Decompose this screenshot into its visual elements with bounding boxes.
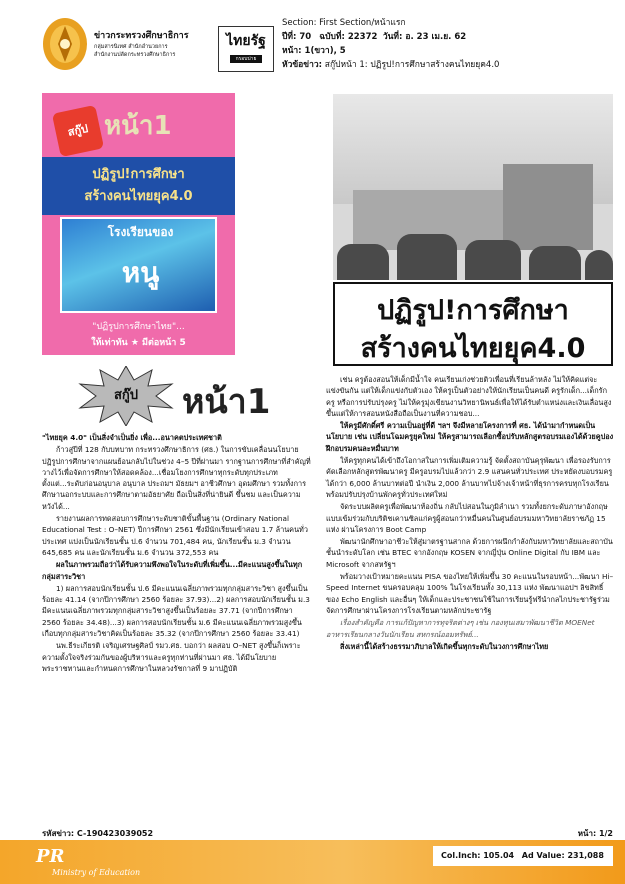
pr-logo: PR xyxy=(36,846,65,867)
headline-label: หัวข้อข่าว: xyxy=(282,60,323,70)
promo-quote: "ปฏิรูปการศึกษาไทย"... xyxy=(92,322,185,332)
article-paragraph-italic: เรื่องสำคัญคือ การแก้ปัญหาการทุจริตต่างๆ เช่น กองทุนเสมาพัฒนาชีวิต MOENet อาหารเรียนกลางวันนักเรียน สหกรณ์ออมทรัพย์... xyxy=(326,618,595,639)
promo-footer: ให้เท่าทัน ★ มีต่อหน้า 5 xyxy=(91,338,186,348)
scoop-banner xyxy=(78,366,318,426)
promo-box xyxy=(42,93,235,355)
year-label: ปีที่: 70 xyxy=(282,32,312,42)
ad-value-box xyxy=(433,846,613,866)
article-subhead: ผลในภาพรวมถือว่าได้รับความพึงพอใจในระดับที่เพิ่มขึ้น...มีคะแนนสูงขึ้นในทุกกลุ่มสาระวิชา xyxy=(42,560,303,581)
headline-text: สกู๊ปหน้า 1: ปฏิรูป!การศึกษาสร้างคนไทยยุค4.0 xyxy=(324,60,500,70)
article-paragraph: เช่น ครูต้องสอนให้เด็กมีน้ำใจ คนเรียนเก่งช่วยติวเพื่อนที่เรียนล้าหลัง ไม่ให้คิดแต่จะแข่งขันกัน แต่ให้เด็กแข่งกับตัวเอง ให้ครูเป็นตัวอย่างให้นักเรียนเป็นคนดี ครูรักเด็ก...เด็กรักครู หรือการปรับปรุงครู ไม่ให้ครูมุ่งเขียนงานวิทยานิพนธ์เพื่อให้ได้รับตำแหน่งและเงินเลื่อนสูงขึ้นแต่ให้การสอนหนังสือถือเป็นงานที่ความชอบ... xyxy=(326,375,612,418)
ministry-block xyxy=(94,30,224,59)
article-paragraph-bold: สิ่งเหล่านี้ได้สร้างธรรมาภิบาลให้เกิดขึ้นทุกระดับในวงการศึกษาไทย xyxy=(340,641,549,651)
ministry-name: ข่าวกระทรวงศึกษาธิการ xyxy=(94,31,189,41)
promo-photo xyxy=(60,217,217,313)
photo-person xyxy=(465,240,521,280)
promo-headline-line2: สร้างคนไทยยุค4.0 xyxy=(84,189,193,204)
article-right-column xyxy=(326,374,614,653)
ad-value: Ad Value: 231,088 xyxy=(521,851,604,860)
ministry-office: สำนักงานปลัดกระทรวงศึกษาธิการ xyxy=(94,52,176,58)
news-code: รหัสข่าว: C-190423039052 xyxy=(42,829,154,838)
photo-person xyxy=(529,246,581,280)
pr-subtitle: Ministry of Education xyxy=(52,868,141,877)
photo-building-tower xyxy=(503,164,593,250)
promo-photo-caption: โรงเรียนของ xyxy=(107,225,174,239)
article-paragraph: จัดระบบผลิตครูเพื่อพัฒนาท้องถิ่น กลับไปสอนในภูมิลำเนา รวมทั้งยกระดับภาษาอังกฤษแบบเข้มร่วมกับบริติชเคานซิลแก่ครูผู้สอนกว่าหมื่นคนในศูนย์อบรมมหาวิทยาลัยราชภัฏ 15 แห่ง ผ่านโครงการ Boot Camp xyxy=(326,502,608,534)
article-lead: "ไทยยุค 4.0" เป็นสิ่งจำเป็นยิ่ง เพื่อ...อนาคตประเทศชาติ xyxy=(42,433,222,442)
photo-person xyxy=(585,250,613,280)
clipping-code-row xyxy=(42,827,613,839)
article-paragraph: ให้ครูทุกคนได้เข้าถึงโอกาสในการเพิ่มเติมความรู้ จัดตั้งสถาบันคุรุพัฒนา เพื่อรองรับการคัดเลือกหลักสูตรพัฒนาครู มีครูอบรมไปแล้วกว่า 2.9 แสนคนทั่วประเทศ ประหยัดงบอบรมครูได้กว่า 6,000 ล้านบาทต่อปี นำเงิน 2,000 ล้านบาทไปจ้างเจ้าหน้าที่ธุรการครบทุกโรงเรียน พร้อมปรับปรุงบ้านพักครูทั่วประเทศใหม่ xyxy=(326,456,613,499)
page-ref: หน้า: 1(ขวา), 5 xyxy=(282,46,346,56)
photo-person xyxy=(397,234,457,280)
photo-person xyxy=(337,244,389,280)
article-headline xyxy=(333,282,613,366)
scoop-label: สกู๊ป xyxy=(113,388,139,403)
page-count: หน้า: 1/2 xyxy=(577,829,613,838)
ministry-seal-icon xyxy=(40,14,90,72)
col-inch: Col.Inch: 105.04 xyxy=(441,851,515,860)
newspaper-logo xyxy=(218,26,274,72)
clipping-header xyxy=(0,0,625,92)
article-paragraph-bold: ให้ครูมีศักดิ์ศรี ความเป็นอยู่ที่ดี ฯลฯ จึงมีหลายโครงการที่ ศธ. ได้นำมากำหนดเป็นนโยบาย เช่น เปลี่ยนโฉมครูยุคใหม่ ให้ครูสามารถเลือกซื้อปรับหลักสูตรอบรมเองได้ด้วยคูปองฝึกอบรมคนละหมื่นบาท xyxy=(326,421,614,453)
article-paragraph: พัฒนานักศึกษาอาชีวะให้สู่มาตรฐานสากล ด้วยการผนึกกำลังกับมหาวิทยาลัยและสถาบันชั้นนำระดับโลก เช่น BTEC จากอังกฤษ KOSEN จากญี่ปุ่น Online Digital กับ IBM และ Microsoft จากสหรัฐฯ xyxy=(326,537,613,569)
headline-line xyxy=(282,58,612,72)
promo-headline-line1: ปฏิรูป!การศึกษา xyxy=(92,167,185,182)
newspaper-name: ไทยรัฐ xyxy=(226,33,266,49)
promo-photo-word: หนู xyxy=(121,256,160,289)
article-paragraph: 1) ผลการสอบนักเรียนชั้น ป.6 มีคะแนนเฉลี่ยภาพรวมทุกกลุ่มสาระวิชา สูงขึ้นเป็นร้อยละ 41.14 (จากปีการศึกษา 2560 ร้อยละ 37.93)...2) ผลการสอบนักเรียนชั้น ม.3 มีคะแนนเฉลี่ยภาพรวมทุกกลุ่มสาระวิชาสูงขึ้นเป็นร้อยละ 37.71 (จากปีการศึกษา 2560 ร้อยละ 34.48)...3) ผลการสอบนักเรียนชั้น ม.6 มีคะแนนเฉลี่ยภาพรวมสูงขึ้นเกือบทุกกลุ่มสาระวิชาคิดเป็นร้อยละ 35.32 (จากปีการศึกษา 2560 ร้อยละ 33.41) xyxy=(42,583,310,639)
page-line xyxy=(282,44,612,58)
ministry-division: กลุ่มสารนิเทศ สำนักอำนวยการ xyxy=(94,44,168,50)
section-line: Section: First Section/หน้าแรก xyxy=(282,18,406,28)
issue-number: ฉบับที่: 22372 xyxy=(319,32,378,42)
article-paragraph: นพ.ธีระเกียรติ เจริญเศรษฐศิลป์ รมว.ศธ. บอกว่า ผลสอบ O–NET สูงขึ้นก็เพราะความตั้งใจจริงร่วมกันของผู้บริหารและครูทุกท่านที่ผ่านมา ศธ. ได้มีนโยบายพระราชทานและกำหนดการศึกษาในหลวงรัชกาลที่ 9 มาปฏิบัติ xyxy=(42,641,301,673)
issue-line xyxy=(282,30,612,44)
clipping-metadata xyxy=(282,16,612,72)
issue-date: วันที่: อ. 23 เม.ย. 62 xyxy=(382,32,467,42)
newspaper-edition: กรอบบ่าย xyxy=(230,55,262,63)
scoop-page-title: หน้า1 xyxy=(182,382,271,422)
promo-scoop-badge: สกู๊ป xyxy=(52,105,104,157)
article-paragraph: พร้อมวางเป้าหมายคะแนน PISA ของไทยให้เพิ่มขึ้น 30 คะแนนในรอบหน้า...พัฒนา Hi–Speed Internet ขนครอบคลุม 100% ในโรงเรียนทั้ง 30,113 แห่ง พัฒนาแอปฯ ลิขสิทธิ์ของ Echo English และอื่นๆ ให้เด็กและประชาชนใช้ในการเรียนรู้ฟรีนำกลไกประชารัฐร่วมจัดการศึกษาผ่านโครงการโรงเรียนตามหลักประชารัฐ xyxy=(326,572,614,615)
news-photo xyxy=(333,94,613,280)
article-paragraph: ก้าวสู่ปีที่ 128 กับบทบาท กระทรวงศึกษาธิการ (ศธ.) ในการขับเคลื่อนนโยบายปฏิรูปการศึกษาจากแผนย้อนกลับไปในช่วง 4–5 ปีที่ผ่านมา รากฐานการศึกษาที่สำคัญที่วางไว้เพื่อจัดการศึกษาให้สอดคล้อง...เชื่อมโยงการศึกษาทุกระดับทุกประเภท ตั้งแต่...ระดับก่อนอนุบาล อนุบาล ประถมฯ มัธยมฯ อาชีวศึกษา อุดมศึกษา รวมทั้งการศึกษานอกระบบและการศึกษาตามอัธยาศัย ถือเป็นสิ่งที่น่ายินดี ขึ้นชม และเป็นความหวังได้... xyxy=(42,445,311,511)
headline-line1: ปฏิรูป!การศึกษา xyxy=(377,295,569,326)
promo-title: หน้า1 xyxy=(104,111,172,141)
headline-line2: สร้างคนไทยยุค4.0 xyxy=(360,333,586,364)
article-left-column xyxy=(42,432,312,675)
article-paragraph: รายงานผลการทดสอบการศึกษาระดับชาติขั้นพื้นฐาน (Ordinary National Educational Test : O–NET) ปีการศึกษา 2561 ซึ่งมีนักเรียนเข้าสอบ 1.7 ล้านคนทั่วประเทศ แบ่งเป็นนักเรียนชั้น ป.6 จำนวน 701,484 คน, นักเรียนชั้น ม.3 จำนวน 645,685 คน และนักเรียนชั้น ม.6 จำนวน 372,553 คน xyxy=(42,514,308,557)
